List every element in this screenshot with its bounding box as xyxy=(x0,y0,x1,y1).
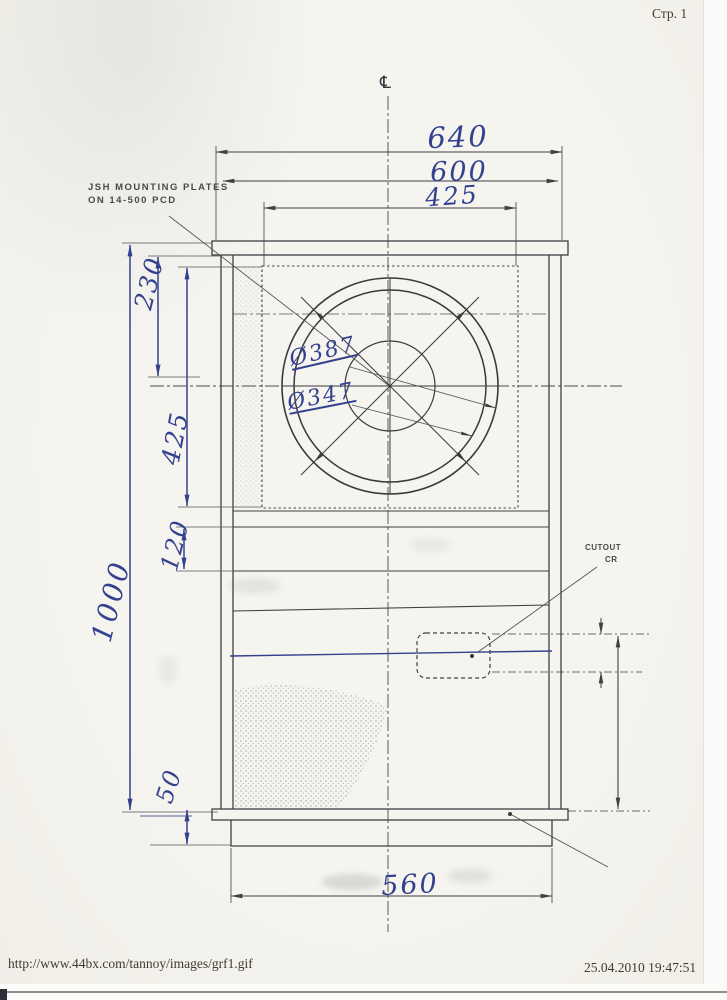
dim-1000-label: 1000 xyxy=(84,556,138,646)
dimension-lines-right xyxy=(492,618,650,811)
plinth-leader-dot xyxy=(508,812,512,816)
mounting-note-line1: JSH MOUNTING PLATES xyxy=(88,182,229,193)
dim-600-label: 600 xyxy=(429,156,489,188)
dim-120-label: 120 xyxy=(155,516,195,574)
page-number: Стр. 1 xyxy=(652,6,688,21)
inner-diameter-label: Ø347 xyxy=(285,378,357,416)
cutout-label-line2: CR xyxy=(605,555,618,564)
shelf-line-4 xyxy=(233,605,549,611)
grille-cloth-shade xyxy=(234,685,388,808)
bottom-batten xyxy=(212,809,568,820)
outer-diameter-leader xyxy=(350,367,496,408)
cutout-label-line1: CUTOUT xyxy=(585,543,622,552)
mounting-note-line2: ON 14-500 PCD xyxy=(88,195,177,206)
cutout-leader xyxy=(478,567,597,652)
inner-diameter-leader xyxy=(352,405,472,436)
print-datetime: 25.04.2010 19:47:51 xyxy=(584,960,697,975)
hand-drawn-shelf-line xyxy=(230,651,552,656)
dimension-lines-top xyxy=(216,146,562,266)
plinth xyxy=(231,820,552,846)
dim-50-label: 50 xyxy=(150,765,188,807)
dim-560-label: 560 xyxy=(380,868,440,902)
scan-corner-mark xyxy=(0,989,7,1000)
baffle-left-shade xyxy=(234,268,262,506)
top-cap xyxy=(212,241,568,255)
scan-paper-edge xyxy=(703,0,727,1000)
dim-425-top-label: 425 xyxy=(424,179,480,213)
dim-230-label: 230 xyxy=(128,253,170,313)
outer-diameter-label: Ø387 xyxy=(287,332,359,372)
cutout-outline xyxy=(417,633,490,678)
dim-425-left-label: 425 xyxy=(155,408,195,468)
plinth-leader xyxy=(510,814,608,867)
scan-bottom-rule xyxy=(0,991,727,993)
centerline-symbol: ℄ xyxy=(380,73,391,93)
source-url-text: http://www.44bx.com/tannoy/images/grf1.gif xyxy=(8,956,253,971)
cutout-leader-dot xyxy=(470,654,474,658)
dim-640-label: 640 xyxy=(426,118,490,156)
